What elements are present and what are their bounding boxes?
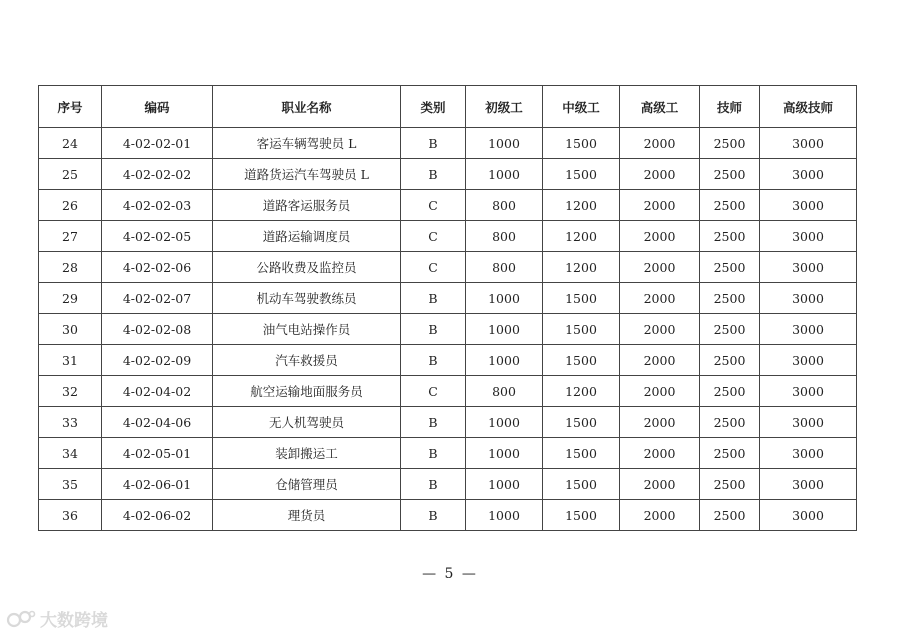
column-header: 编码 xyxy=(102,86,213,128)
cell-intermediate: 1500 xyxy=(543,438,620,469)
cell-senior-technician: 3000 xyxy=(760,438,857,469)
cell-occupation: 航空运输地面服务员 xyxy=(213,376,401,407)
cell-category: B xyxy=(401,469,466,500)
cell-occupation: 无人机驾驶员 xyxy=(213,407,401,438)
cell-serial: 32 xyxy=(39,376,102,407)
cell-junior: 1000 xyxy=(466,500,543,531)
cell-serial: 25 xyxy=(39,159,102,190)
cell-technician: 2500 xyxy=(700,438,760,469)
cell-occupation: 油气电站操作员 xyxy=(213,314,401,345)
watermark xyxy=(6,606,108,631)
cell-technician: 2500 xyxy=(700,500,760,531)
cell-code: 4-02-02-06 xyxy=(102,252,213,283)
cell-intermediate: 1200 xyxy=(543,221,620,252)
cell-category: B xyxy=(401,500,466,531)
cell-junior: 1000 xyxy=(466,438,543,469)
cell-technician: 2500 xyxy=(700,345,760,376)
table-row xyxy=(39,500,857,531)
cell-code: 4-02-02-05 xyxy=(102,221,213,252)
table-row xyxy=(39,128,857,159)
cell-code: 4-02-02-08 xyxy=(102,314,213,345)
cell-junior: 1000 xyxy=(466,469,543,500)
cell-senior: 2000 xyxy=(620,221,700,252)
cell-occupation: 道路运输调度员 xyxy=(213,221,401,252)
table-row xyxy=(39,469,857,500)
cell-intermediate: 1500 xyxy=(543,128,620,159)
table-body xyxy=(39,128,857,531)
column-header: 序号 xyxy=(39,86,102,128)
cell-junior: 1000 xyxy=(466,345,543,376)
cell-intermediate: 1500 xyxy=(543,159,620,190)
cell-senior-technician: 3000 xyxy=(760,407,857,438)
cell-serial: 24 xyxy=(39,128,102,159)
cell-junior: 1000 xyxy=(466,159,543,190)
table-row xyxy=(39,283,857,314)
cell-category: B xyxy=(401,128,466,159)
cell-serial: 33 xyxy=(39,407,102,438)
table-row xyxy=(39,314,857,345)
cell-senior-technician: 3000 xyxy=(760,376,857,407)
cell-intermediate: 1200 xyxy=(543,376,620,407)
cell-serial: 30 xyxy=(39,314,102,345)
cell-code: 4-02-05-01 xyxy=(102,438,213,469)
cell-senior-technician: 3000 xyxy=(760,500,857,531)
cell-category: C xyxy=(401,252,466,283)
cell-junior: 1000 xyxy=(466,314,543,345)
cell-junior: 1000 xyxy=(466,128,543,159)
column-header: 类别 xyxy=(401,86,466,128)
cell-senior-technician: 3000 xyxy=(760,252,857,283)
cell-intermediate: 1200 xyxy=(543,252,620,283)
column-header: 中级工 xyxy=(543,86,620,128)
cell-senior: 2000 xyxy=(620,128,700,159)
cell-technician: 2500 xyxy=(700,469,760,500)
cell-occupation: 机动车驾驶教练员 xyxy=(213,283,401,314)
cell-serial: 31 xyxy=(39,345,102,376)
table-header-row xyxy=(39,86,857,128)
cell-category: B xyxy=(401,438,466,469)
cell-intermediate: 1500 xyxy=(543,283,620,314)
table-row xyxy=(39,252,857,283)
cell-senior: 2000 xyxy=(620,314,700,345)
cell-intermediate: 1500 xyxy=(543,500,620,531)
cell-code: 4-02-02-09 xyxy=(102,345,213,376)
cell-senior: 2000 xyxy=(620,376,700,407)
cell-code: 4-02-04-02 xyxy=(102,376,213,407)
cell-senior-technician: 3000 xyxy=(760,221,857,252)
cell-senior-technician: 3000 xyxy=(760,345,857,376)
cell-senior: 2000 xyxy=(620,345,700,376)
cell-senior-technician: 3000 xyxy=(760,159,857,190)
table-row xyxy=(39,221,857,252)
cell-senior-technician: 3000 xyxy=(760,469,857,500)
table-row xyxy=(39,190,857,221)
cell-senior: 2000 xyxy=(620,190,700,221)
cell-technician: 2500 xyxy=(700,128,760,159)
cell-junior: 800 xyxy=(466,252,543,283)
cell-technician: 2500 xyxy=(700,221,760,252)
brand-logo-icon xyxy=(6,608,36,630)
cell-senior: 2000 xyxy=(620,438,700,469)
cell-serial: 27 xyxy=(39,221,102,252)
column-header: 高级工 xyxy=(620,86,700,128)
page-number: — 5 — xyxy=(422,566,478,582)
cell-category: C xyxy=(401,221,466,252)
cell-serial: 36 xyxy=(39,500,102,531)
cell-occupation: 道路客运服务员 xyxy=(213,190,401,221)
cell-senior-technician: 3000 xyxy=(760,190,857,221)
table-row xyxy=(39,345,857,376)
cell-occupation: 道路货运汽车驾驶员 L xyxy=(213,159,401,190)
cell-senior: 2000 xyxy=(620,159,700,190)
cell-code: 4-02-04-06 xyxy=(102,407,213,438)
cell-occupation: 客运车辆驾驶员 L xyxy=(213,128,401,159)
subsidy-table xyxy=(38,85,857,531)
cell-occupation: 理货员 xyxy=(213,500,401,531)
cell-serial: 26 xyxy=(39,190,102,221)
table-row xyxy=(39,407,857,438)
cell-technician: 2500 xyxy=(700,190,760,221)
watermark-text: 大数跨境 xyxy=(40,611,108,631)
cell-junior: 800 xyxy=(466,190,543,221)
cell-senior: 2000 xyxy=(620,407,700,438)
column-header: 高级技师 xyxy=(760,86,857,128)
cell-occupation: 仓储管理员 xyxy=(213,469,401,500)
cell-category: B xyxy=(401,159,466,190)
cell-serial: 35 xyxy=(39,469,102,500)
cell-serial: 29 xyxy=(39,283,102,314)
column-header: 初级工 xyxy=(466,86,543,128)
cell-junior: 800 xyxy=(466,376,543,407)
cell-intermediate: 1500 xyxy=(543,469,620,500)
cell-category: B xyxy=(401,314,466,345)
cell-technician: 2500 xyxy=(700,283,760,314)
cell-technician: 2500 xyxy=(700,252,760,283)
cell-junior: 800 xyxy=(466,221,543,252)
cell-technician: 2500 xyxy=(700,407,760,438)
cell-intermediate: 1200 xyxy=(543,190,620,221)
cell-serial: 28 xyxy=(39,252,102,283)
cell-senior: 2000 xyxy=(620,283,700,314)
cell-occupation: 装卸搬运工 xyxy=(213,438,401,469)
cell-code: 4-02-06-02 xyxy=(102,500,213,531)
cell-junior: 1000 xyxy=(466,407,543,438)
cell-technician: 2500 xyxy=(700,314,760,345)
cell-code: 4-02-02-02 xyxy=(102,159,213,190)
cell-intermediate: 1500 xyxy=(543,407,620,438)
cell-senior-technician: 3000 xyxy=(760,314,857,345)
cell-occupation: 汽车救援员 xyxy=(213,345,401,376)
cell-category: B xyxy=(401,345,466,376)
column-header: 职业名称 xyxy=(213,86,401,128)
cell-code: 4-02-02-03 xyxy=(102,190,213,221)
cell-category: B xyxy=(401,407,466,438)
cell-technician: 2500 xyxy=(700,376,760,407)
cell-category: C xyxy=(401,190,466,221)
cell-intermediate: 1500 xyxy=(543,314,620,345)
cell-senior: 2000 xyxy=(620,252,700,283)
cell-code: 4-02-02-07 xyxy=(102,283,213,314)
column-header: 技师 xyxy=(700,86,760,128)
table-row xyxy=(39,376,857,407)
table-row xyxy=(39,159,857,190)
cell-code: 4-02-02-01 xyxy=(102,128,213,159)
cell-serial: 34 xyxy=(39,438,102,469)
cell-occupation: 公路收费及监控员 xyxy=(213,252,401,283)
cell-technician: 2500 xyxy=(700,159,760,190)
cell-intermediate: 1500 xyxy=(543,345,620,376)
cell-senior-technician: 3000 xyxy=(760,128,857,159)
cell-senior: 2000 xyxy=(620,469,700,500)
table-row xyxy=(39,438,857,469)
cell-category: B xyxy=(401,283,466,314)
cell-senior-technician: 3000 xyxy=(760,283,857,314)
cell-code: 4-02-06-01 xyxy=(102,469,213,500)
cell-senior: 2000 xyxy=(620,500,700,531)
cell-junior: 1000 xyxy=(466,283,543,314)
cell-category: C xyxy=(401,376,466,407)
